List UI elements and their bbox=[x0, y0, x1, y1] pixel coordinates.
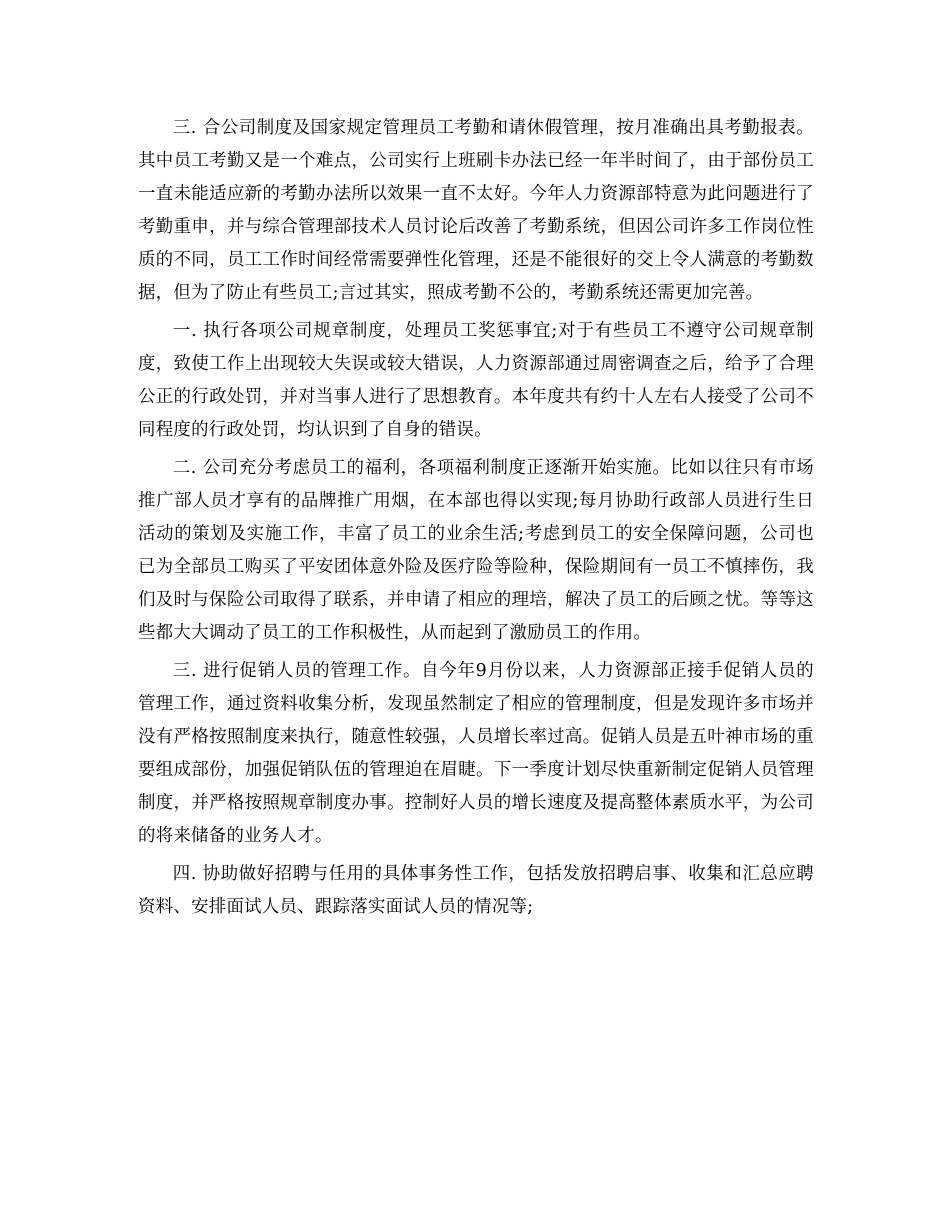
document-body bbox=[138, 112, 814, 929]
paragraph-rules-discipline: 一. 执行各项公司规章制度，处理员工奖惩事宜;对于有些员工不遵守公司规章制度，致使工作上出现较大失误或较大错误，人力资源部通过周密调查之后，给予了合理公正的行政处罚，并对当事人进行了思想教育。本年度共有约十人左右人接受了公司不同程度的行政处罚，均认识到了自身的错误。 bbox=[138, 321, 814, 440]
paragraph-recruitment: 四. 协助做好招聘与任用的具体事务性工作，包括发放招聘启事、收集和汇总应聘资料、安排面试人员、跟踪落实面试人员的情况等; bbox=[138, 864, 814, 917]
paragraph-attendance: 三. 合公司制度及国家规定管理员工考勤和请休假管理，按月准确出具考勤报表。其中员工考勤又是一个难点，公司实行上班刷卡办法已经一年半时间了，由于部份员工一直未能适应新的考勤办法所以效果一直不太好。今年人力资源部特意为此问题进行了考勤重申，并与综合管理部技术人员讨论后改善了考勤系统，但因公司许多工作岗位性质的不同，员工工作时间经常需要弹性化管理，还是不能很好的交上令人满意的考勤数据，但为了防止有些员工;言过其实，照成考勤不公的，考勤系统还需更加完善。 bbox=[138, 118, 814, 303]
paragraph-welfare: 二. 公司充分考虑员工的福利，各项福利制度正逐渐开始实施。比如以往只有市场推广部人员才享有的品牌推广用烟，在本部也得以实现;每月协助行政部人员进行生日活动的策划及实施工作，丰富了员工的业余生活;考虑到员工的安全保障问题，公司也已为全部员工购买了平安团体意外险及医疗险等险种，保险期间有一员工不慎摔伤，我们及时与保险公司取得了联系，并申请了相应的理培，解决了员工的后顾之忧。等等这些都大大调动了员工的工作积极性，从而起到了激励员工的作用。 bbox=[138, 458, 814, 643]
paragraph-promoter-management: 三. 进行促销人员的管理工作。自今年9月份以来，人力资源部正接手促销人员的管理工作，通过资料收集分析，发现虽然制定了相应的管理制度，但是发现许多市场并没有严格按照制度来执行，随意性较强，人员增长率过高。促销人员是五叶神市场的重要组成部份，加强促销队伍的管理迫在眉睫。下一季度计划尽快重新制定促销人员管理制度，并严格按照规章制度办事。控制好人员的增长速度及提高整体素质水平，为公司的将来储备的业务人才。 bbox=[138, 661, 814, 846]
